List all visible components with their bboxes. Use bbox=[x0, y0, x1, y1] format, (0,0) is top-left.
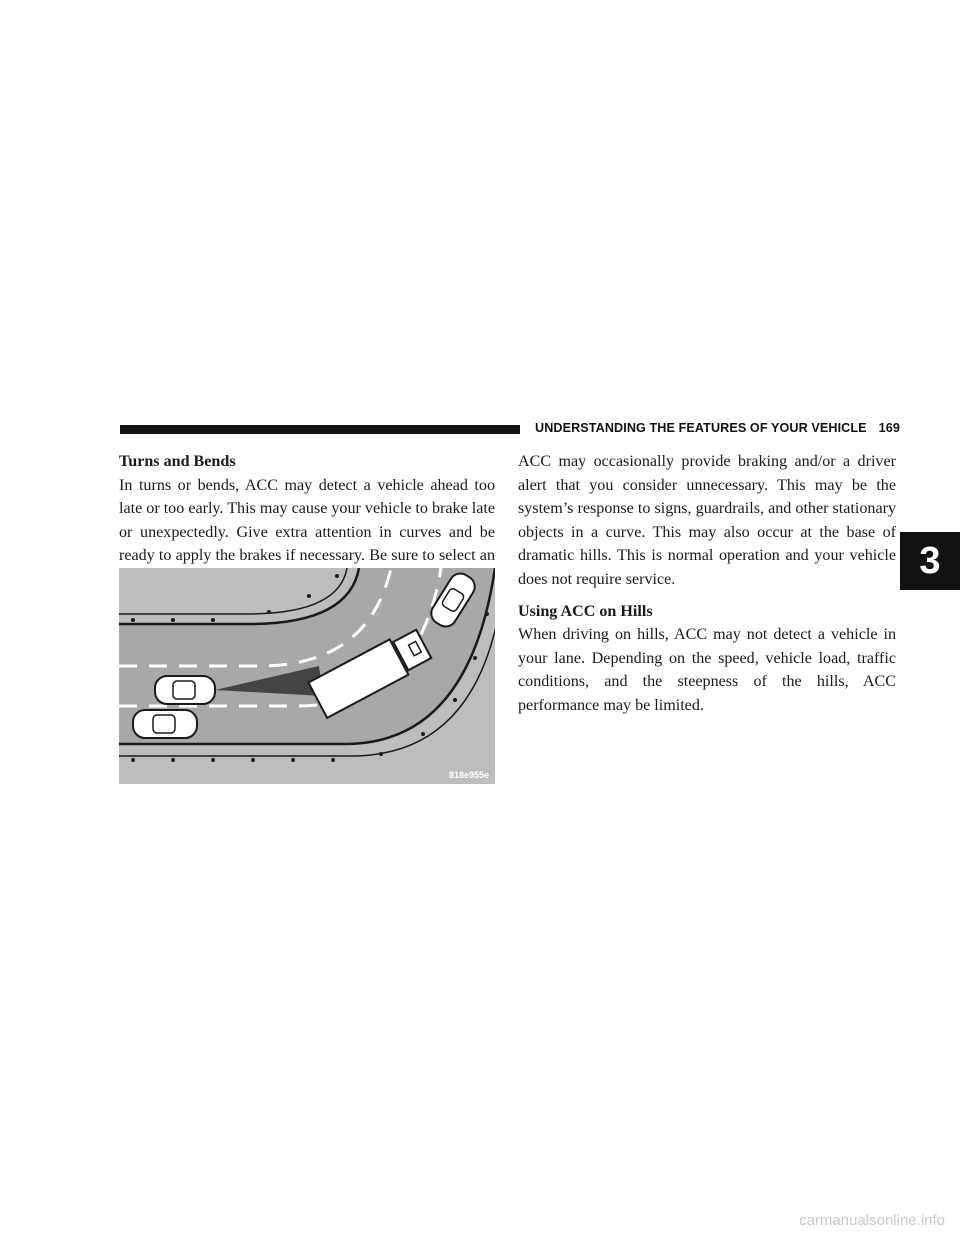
watermark-link[interactable]: carmanualsonline.info bbox=[799, 1212, 945, 1229]
chapter-tab: 3 bbox=[900, 532, 960, 590]
page-number: 169 bbox=[878, 421, 900, 435]
curve-road-svg bbox=[119, 568, 495, 784]
paragraph-unnecessary-braking: ACC may occasionally provide braking and/or a driver alert that you consider unnecessary. This may be the system’s response to signs, guardrails, and other stationary objects in a curve. This may also occur at the base of dramatic hills. This is normal operation and your vehicle does not require service. bbox=[518, 453, 896, 588]
curve-illustration bbox=[119, 568, 495, 784]
header-rule bbox=[120, 425, 520, 434]
figure-label: 818e955e bbox=[448, 770, 489, 780]
right-column bbox=[518, 450, 896, 718]
heading-turns-and-bends: Turns and Bends bbox=[119, 453, 236, 470]
heading-using-acc-on-hills: Using ACC on Hills bbox=[518, 602, 653, 620]
running-header bbox=[535, 421, 900, 439]
paragraph-acc-on-hills: When driving on hills, ACC may not detect a vehicle in your lane. Depending on the speed, vehicle load, traffic conditions, and the steepness of the hills, ACC performance may be limited. bbox=[518, 626, 896, 714]
paragraph-turns-and-bends: In turns or bends, ACC may detect a vehicle ahead too late or too early. This may cause your vehicle to brake late or unexpectedly. Give extra attention in curves and be ready to apply the brakes if necessary. Be sure to select an bbox=[119, 476, 495, 565]
section-title: UNDERSTANDING THE FEATURES OF YOUR VEHICLE bbox=[535, 421, 867, 435]
